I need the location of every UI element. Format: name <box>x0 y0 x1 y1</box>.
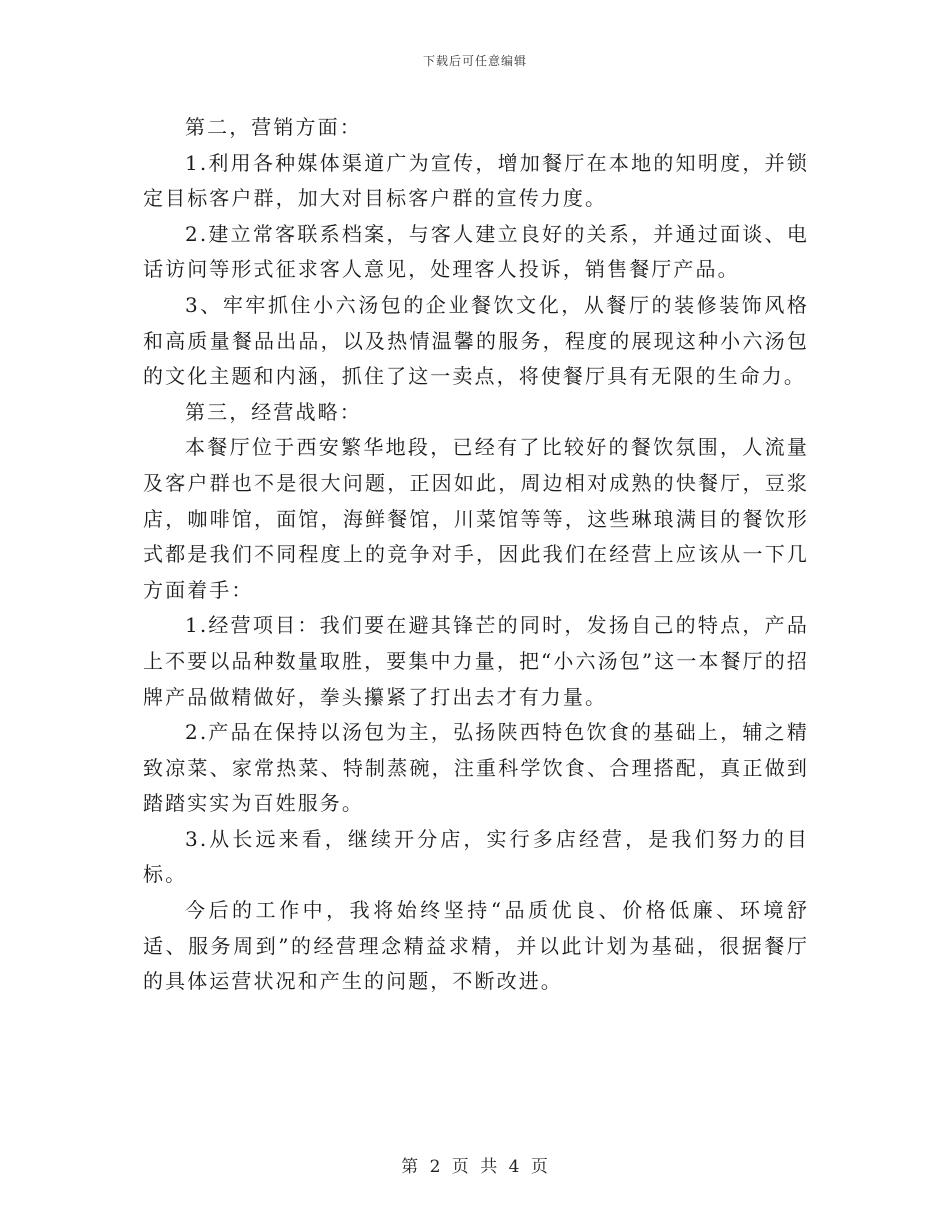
paragraph-conclusion: 今后的工作中，我将始终坚持“品质优良、价格低廉、环境舒适、服务周到”的经营理念精益求精，并以此计划为基础，很据餐厅的具体运营状况和产生的问题，不断改进。 <box>143 898 809 994</box>
paragraph-strategy-heading: 第三，经营战略： <box>185 399 362 424</box>
document-body <box>143 110 809 1000</box>
page-header-note: 下载后可任意编辑 <box>422 54 527 68</box>
paragraph-strategy-item-3: 3.从长远来看，继续开分店，实行多店经营，是我们努力的目标。 <box>143 826 809 887</box>
paragraph-marketing-heading: 第二，营销方面： <box>185 115 362 139</box>
page-number: 第 2 页 共 4 页 <box>401 1157 549 1177</box>
paragraph-strategy-intro: 本餐厅位于西安繁华地段，已经有了比较好的餐饮氛围，人流量及客户群也不是很大问题，正因如此，周边相对成熟的快餐厅，豆浆店，咖啡馆，面馆，海鲜餐馆，川菜馆等等，这些琳琅满目的餐饮形式都是我们不同程度上的竞争对手，因此我们在经营上应该从一下几方面着手： <box>143 435 809 602</box>
paragraph-strategy-item-1: 1.经营项目：我们要在避其锋芒的同时，发扬自己的特点，产品上不要以品种数量取胜，要集中力量，把“小六汤包”这一本餐厅的招牌产品做精做好，拳头攥紧了打出去才有力量。 <box>143 613 809 709</box>
paragraph-marketing-item-1: 1.利用各种媒体渠道广为宣传，增加餐厅在本地的知明度，并锁定目标客户群，加大对目标客户群的宣传力度。 <box>143 150 809 211</box>
paragraph-marketing-item-3: 3、牢牢抓住小六汤包的企业餐饮文化，从餐厅的装修装饰风格和高质量餐品出品，以及热情温馨的服务，程度的展现这种小六汤包的文化主题和内涵，抓住了这一卖点，将使餐厅具有无限的生命力。 <box>143 292 809 389</box>
paragraph-strategy-item-2: 2.产品在保持以汤包为主，弘扬陕西特色饮食的基础上，辅之精致凉菜、家常热菜、特制蒸碗，注重科学饮食、合理搭配，真正做到踏踏实实为百姓服务。 <box>143 720 809 816</box>
paragraph-marketing-item-2: 2.建立常客联系档案，与客人建立良好的关系，并通过面谈、电话访问等形式征求客人意见，处理客人投诉，销售餐厅产品。 <box>143 221 809 282</box>
